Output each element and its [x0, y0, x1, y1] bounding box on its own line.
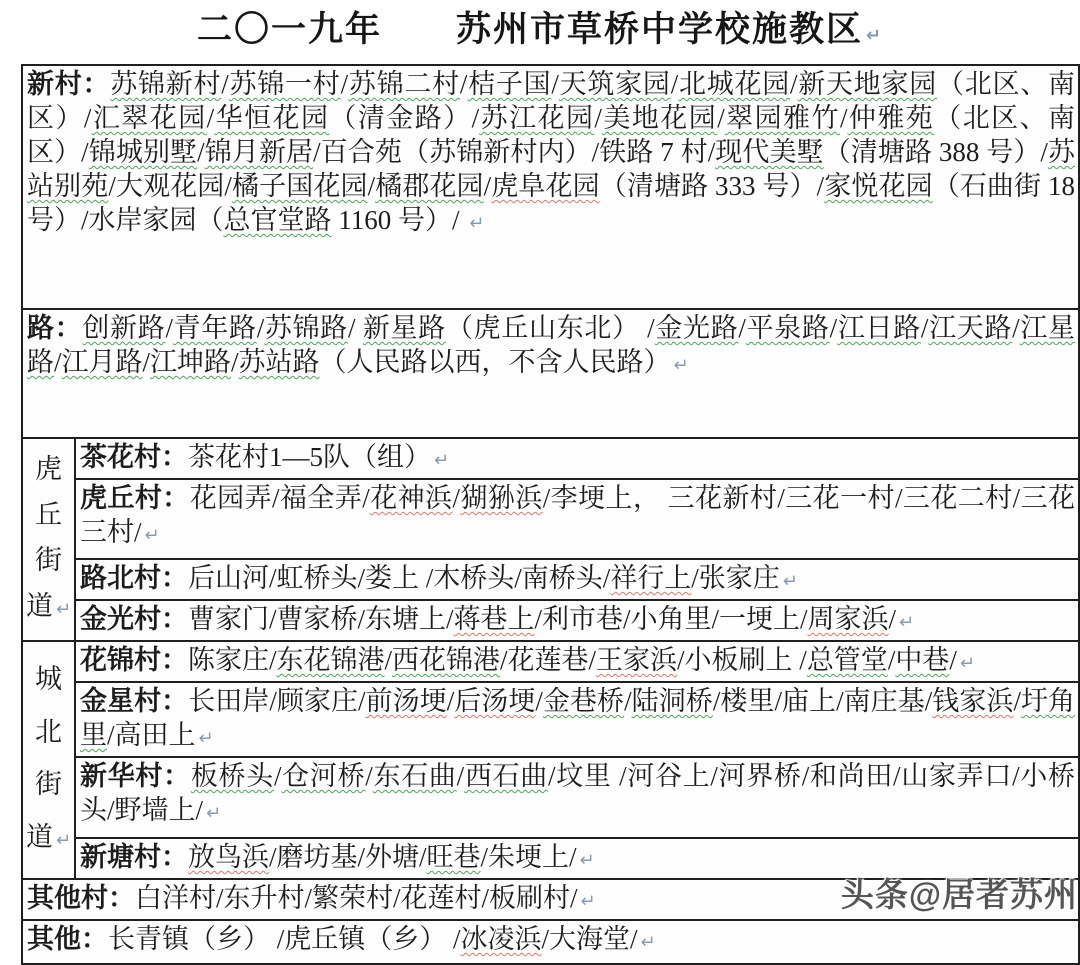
- spellcheck-underlined-text: 仓河桥: [281, 761, 366, 791]
- spellcheck-underlined-text: 花神浜: [369, 483, 453, 513]
- text-run: /: [888, 604, 897, 634]
- spellcheck-underlined-text: 金光路: [654, 313, 739, 343]
- spellcheck-underlined-text: 新天地家园: [797, 69, 938, 99]
- spellcheck-underlined-text: 周家浜: [807, 604, 889, 634]
- text-run: /坟里 /河谷上/河界桥/和尚田/山家弄口/小桥头/野墙上/: [80, 761, 1076, 825]
- row-label-huajin: 花锦村：: [80, 645, 188, 675]
- text-run: /: [452, 483, 461, 513]
- subrows-chengbei: [76, 642, 1078, 878]
- text-run: /: [738, 313, 746, 343]
- group-header-char: 虎: [35, 454, 62, 485]
- text-run: /: [340, 69, 349, 99]
- text-run: /: [887, 645, 896, 675]
- text-run: 曹家门/曹家桥/东塘上/: [188, 604, 454, 634]
- spellcheck-underlined-text: 江天路: [928, 313, 1013, 343]
- text-run: /: [839, 103, 848, 133]
- text-run: /利市巷/小角里/一埂上/: [534, 604, 808, 634]
- table-group-chengbei: [23, 642, 1078, 880]
- table-cell-jinxing: [76, 683, 1078, 758]
- spellcheck-underlined-text: 王家浜: [596, 645, 678, 675]
- text-run: （人民路以西，不含人民路）: [319, 347, 671, 377]
- table-cell-qita: [23, 921, 1078, 963]
- spellcheck-underlined-text: 总管堂: [806, 645, 888, 675]
- spellcheck-underlined-text: 后汤埂: [454, 686, 536, 716]
- paragraph-mark: ↵: [198, 728, 214, 749]
- text-run: /: [483, 171, 492, 201]
- spellcheck-underlined-text: 平泉路: [745, 313, 830, 343]
- text-run: （清金路）/: [329, 103, 480, 133]
- text-run: /: [365, 761, 373, 791]
- spellcheck-underlined-text: 翠园雅竹: [724, 103, 840, 133]
- text-run: 后山河/虹桥头/娄上 /木桥头/南桥头/: [188, 563, 611, 593]
- spellcheck-underlined-text: 橘子国花园: [231, 171, 368, 201]
- subrows-huqiu: [76, 439, 1078, 640]
- spellcheck-underlined-text: 总官堂路: [223, 205, 332, 235]
- text-run: /: [273, 761, 282, 791]
- text-run: /: [459, 69, 468, 99]
- page-title: [197, 2, 883, 52]
- district-table: [21, 64, 1080, 965]
- spellcheck-underlined-text: 放鸟浜: [188, 842, 269, 872]
- text-run: /: [594, 103, 602, 133]
- row-label-qitacun: 其他村：: [27, 883, 135, 913]
- group-header-char: 道 ↵: [25, 821, 72, 852]
- spellcheck-underlined-text: 东石曲: [372, 761, 457, 791]
- table-cell-xincun: [23, 66, 1078, 310]
- text-run: （清塘路 333 号）/: [599, 171, 825, 201]
- group-header-char: 城: [35, 664, 62, 695]
- text-run: /李埂上， 三花新村/三花一村/三花二村/三花三村/: [80, 483, 1076, 547]
- group-header-char: 丘: [35, 499, 62, 530]
- text-run: /大海堂/: [541, 924, 638, 954]
- spellcheck-underlined-text: 江坤路: [150, 347, 232, 377]
- spellcheck-underlined-text: 新星路: [362, 313, 446, 343]
- paragraph-mark: ↵: [580, 891, 596, 912]
- text-run: /: [256, 313, 265, 343]
- spellcheck-underlined-text: 美地花园: [601, 103, 718, 133]
- spellcheck-underlined-text: 祥行上: [610, 563, 692, 593]
- group-header-huqiu: [23, 439, 76, 640]
- paragraph-mark: ↵: [959, 653, 975, 674]
- row-label-chahua: 茶花村：: [80, 442, 188, 472]
- spellcheck-underlined-text: 前汤埂: [365, 686, 447, 716]
- spellcheck-underlined-text: 锦月新居: [204, 137, 314, 167]
- text-run: /: [920, 313, 929, 343]
- paragraph-mark: ↵: [55, 829, 72, 851]
- row-label-qita: 其他：: [27, 924, 108, 954]
- spellcheck-underlined-text: 江日路: [837, 313, 921, 343]
- text-run: /大观花园/: [108, 171, 232, 201]
- text-run: （石曲街 18 号）/水岸家园（: [27, 171, 1076, 235]
- text-run: /: [384, 645, 393, 675]
- text-run: /: [829, 313, 838, 343]
- spellcheck-underlined-text: 蒋巷上: [453, 604, 535, 634]
- spellcheck-underlined-text: 板桥头: [190, 761, 274, 791]
- spellcheck-underlined-text: 北城花园: [678, 69, 790, 99]
- text-run: /: [142, 347, 151, 377]
- spellcheck-underlined-text: 苏锦二村: [348, 69, 460, 99]
- table-cell-lubei: [76, 560, 1078, 601]
- table-cell-chahua: [76, 439, 1078, 480]
- text-run: /: [1013, 686, 1021, 716]
- table-cell-huqiucun: [76, 480, 1078, 560]
- paragraph-mark: ↵: [469, 213, 485, 234]
- text-run: 茶花村1—5队（组）: [188, 442, 431, 472]
- paragraph-mark: ↵: [673, 355, 689, 376]
- text-run: /朱埂上/: [480, 842, 577, 872]
- spellcheck-underlined-text: 橘郡花园: [375, 171, 484, 201]
- text-run: /: [197, 137, 205, 167]
- row-label-huqiucun: 虎丘村：: [80, 483, 190, 513]
- text-run: /小板刷上 /: [677, 645, 807, 675]
- text-run: 长田岸/顾家庄/: [188, 686, 366, 716]
- paragraph-mark: ↵: [579, 850, 595, 871]
- spellcheck-underlined-text: 桔子国: [467, 69, 552, 99]
- text-run: /: [949, 645, 957, 675]
- table-cell-xinhua: [76, 758, 1078, 839]
- paragraph-mark: ↵: [640, 932, 656, 953]
- text-run: /百合苑（苏锦新村内）/铁路 7 村/: [313, 137, 716, 167]
- text-run: /: [231, 347, 239, 377]
- paragraph-mark: ↵: [865, 25, 884, 46]
- row-label-jinguang: 金光村：: [80, 604, 188, 634]
- text-run: /: [54, 347, 62, 377]
- text-run: /: [456, 761, 465, 791]
- text-run: /: [446, 686, 455, 716]
- text-run: /: [206, 103, 215, 133]
- title-bar: [0, 2, 1080, 52]
- spellcheck-underlined-text: 西花锦港: [392, 645, 501, 675]
- paragraph-mark: ↵: [206, 803, 222, 824]
- text-run: /: [551, 69, 559, 99]
- text-run: /: [624, 686, 632, 716]
- spellcheck-underlined-text: 家悦花园: [824, 171, 933, 201]
- spellcheck-underlined-text: 苏锦路: [264, 313, 348, 343]
- spellcheck-underlined-text: 华恒花园: [214, 103, 330, 133]
- row-label-xinhua: 新华村：: [80, 761, 191, 791]
- group-header-chengbei: [23, 642, 76, 878]
- row-label-lubei: 路北村：: [80, 563, 188, 593]
- paragraph-mark: ↵: [55, 598, 72, 620]
- spellcheck-underlined-text: 苏站路: [238, 347, 320, 377]
- paragraph-mark: ↵: [144, 525, 160, 546]
- spellcheck-underlined-text: 金巷桥: [542, 686, 625, 716]
- spellcheck-underlined-text: 旺巷: [426, 842, 481, 872]
- row-label-lu: 路：: [27, 313, 83, 343]
- text-run: /磨坊基/外塘/: [269, 842, 427, 872]
- spellcheck-underlined-text: 钱家浜: [932, 686, 1014, 716]
- spellcheck-underlined-text: 冰凌浜: [460, 924, 542, 954]
- spellcheck-underlined-text: 虎阜花园: [491, 171, 600, 201]
- text-run: 1160 号）/: [331, 205, 467, 235]
- spellcheck-underlined-text: 创新路: [82, 313, 166, 343]
- spellcheck-underlined-text: 汇翠花园: [91, 103, 207, 133]
- table-cell-lu: [23, 310, 1078, 439]
- text-run: /: [165, 313, 173, 343]
- watermark: 头条@居者苏州: [840, 876, 1078, 913]
- text-run: 花园弄/福全弄/: [189, 483, 370, 513]
- spellcheck-underlined-text: 现代美墅: [715, 137, 824, 167]
- group-header-char: 街: [35, 545, 62, 576]
- text-run: /: [1012, 313, 1020, 343]
- paragraph-mark: ↵: [782, 571, 798, 592]
- spellcheck-underlined-text: 苏江花园: [479, 103, 595, 133]
- text-run: /: [535, 686, 543, 716]
- table-cell-jinguang: [76, 601, 1078, 640]
- spellcheck-underlined-text: 苏锦一村: [228, 69, 341, 99]
- text-run: /花莲巷/: [500, 645, 597, 675]
- text-run: /: [790, 69, 798, 99]
- text-run: 白洋村/东升村/繁荣村/花莲村/板刷村/: [135, 883, 578, 913]
- row-label-jinxing: 金星村：: [80, 686, 189, 716]
- text-run: /楼里/庙上/南庄基/: [712, 686, 933, 716]
- spellcheck-underlined-text: 仲雅苑: [847, 103, 935, 133]
- paragraph-mark: ↵: [434, 450, 450, 471]
- spellcheck-underlined-text: 江月路: [61, 347, 143, 377]
- table-cell-huajin: [76, 642, 1078, 683]
- paragraph-mark: ↵: [899, 612, 915, 633]
- spellcheck-underlined-text: 苏锦新村: [110, 69, 222, 99]
- row-label-xincun: 新村：: [27, 69, 111, 99]
- text-run: /: [347, 313, 363, 343]
- spellcheck-underlined-text: 天筑家园: [558, 69, 671, 99]
- spellcheck-underlined-text: 猢狲浜: [460, 483, 543, 513]
- row-label-xintang: 新塘村：: [80, 842, 188, 872]
- text-run: /高田上: [107, 720, 196, 750]
- group-header-char: 道 ↵: [25, 590, 72, 621]
- text-run: 陈家庄/: [188, 645, 277, 675]
- text-run: /: [717, 103, 725, 133]
- text-run: （北区、南区）/: [27, 103, 1076, 167]
- spellcheck-underlined-text: 东花锦港: [276, 645, 385, 675]
- spellcheck-underlined-text: 青年路: [172, 313, 257, 343]
- spellcheck-underlined-text: 中巷: [895, 645, 950, 675]
- spellcheck-underlined-text: 江星路: [27, 313, 1076, 377]
- text-run: 长青镇（乡） /虎丘镇（乡） /: [108, 924, 461, 954]
- spellcheck-underlined-text: 西石曲: [464, 761, 548, 791]
- text-run: /张家庄: [691, 563, 780, 593]
- spellcheck-underlined-text: 锦城别墅: [88, 137, 198, 167]
- text-run: （虎丘山东北） /: [445, 313, 655, 343]
- group-header-char: 北: [35, 716, 62, 747]
- text-run: /: [221, 69, 229, 99]
- text-run: （清塘路 388 号）/: [823, 137, 1048, 167]
- spellcheck-underlined-text: 圩角里: [80, 686, 1076, 750]
- spellcheck-underlined-text: 苏站别苑: [27, 137, 1075, 201]
- spellcheck-underlined-text: 陆洞桥: [631, 686, 713, 716]
- text-run: /: [367, 171, 376, 201]
- table-group-huqiu: [23, 439, 1078, 642]
- text-run: /: [670, 69, 679, 99]
- group-header-char: 街: [35, 769, 62, 800]
- page-title-text: 二〇一九年 苏州市草桥中学校施教区: [196, 10, 863, 49]
- text-run: （北区、南区）/: [27, 69, 1076, 133]
